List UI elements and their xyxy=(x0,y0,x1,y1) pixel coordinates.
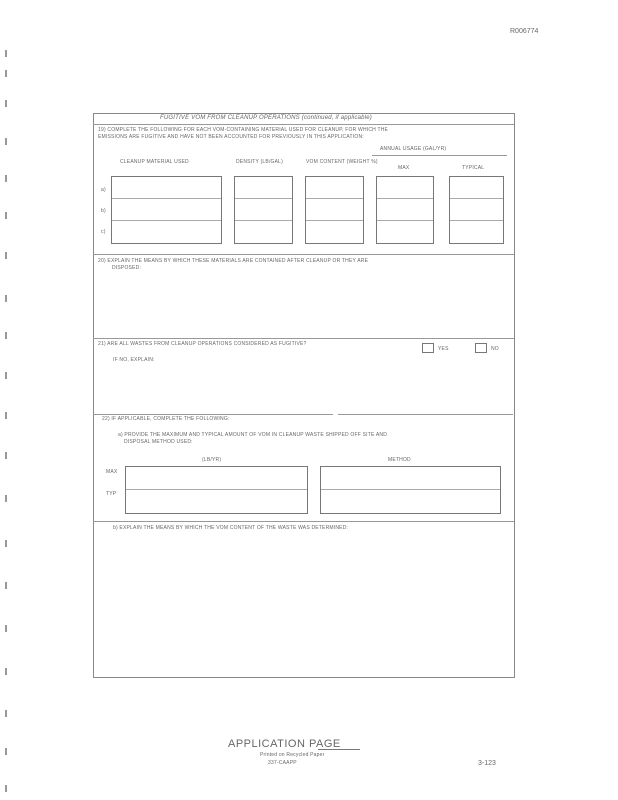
max-usage-entry-box[interactable] xyxy=(376,176,434,244)
q22a-text-line2: DISPOSAL METHOD USED: xyxy=(124,439,193,445)
row-label-a: a) xyxy=(101,187,106,193)
col-max: MAX xyxy=(398,165,410,171)
disposal-method-entry-box[interactable] xyxy=(320,466,501,514)
col-typical: TYPICAL xyxy=(462,165,485,171)
q20-text-line2: DISPOSED: xyxy=(112,265,142,271)
q22b-text: b) EXPLAIN THE MEANS BY WHICH THE VOM CONTENT OF THE WASTE WAS DETERMINED: xyxy=(113,525,349,531)
q21-no-label: NO xyxy=(491,346,499,352)
q21-yes-checkbox[interactable] xyxy=(422,343,434,353)
q19-text-line1: 19) COMPLETE THE FOLLOWING FOR EACH VOM-CONTAINING MATERIAL USED FOR CLEANUP, FOR WHICH THE xyxy=(98,127,389,133)
waste-weight-entry-box[interactable] xyxy=(125,466,308,514)
vom-content-entry-box[interactable] xyxy=(305,176,364,244)
q21-text: 21) ARE ALL WASTES FROM CLEANUP OPERATIONS CONSIDERED AS FUGITIVE? xyxy=(98,341,307,347)
q19-text-line2: EMISSIONS ARE FUGITIVE AND HAVE NOT BEEN ACCOUNTED FOR PREVIOUSLY IN THIS APPLICATION: xyxy=(98,134,364,140)
footer-form-number: 337-CAAPP xyxy=(268,760,297,766)
row-label-c: c) xyxy=(101,229,106,235)
q22a-text-line1: a) PROVIDE THE MAXIMUM AND TYPICAL AMOUNT OF VOM IN CLEANUP WASTE SHIPPED OFF SITE AND xyxy=(118,432,388,438)
row-typ-label: TYP xyxy=(106,491,117,497)
section-title: FUGITIVE VOM FROM CLEANUP OPERATIONS (continued, if applicable) xyxy=(160,115,372,121)
q21-if-no-label: IF NO, EXPLAIN: xyxy=(113,357,155,363)
col-annual-usage: ANNUAL USAGE (GAL/YR) xyxy=(380,146,447,152)
col-density: DENSITY (LB/GAL) xyxy=(236,159,284,165)
footer-title: APPLICATION PAGE xyxy=(228,738,341,750)
q21-answer-area[interactable] xyxy=(95,366,510,411)
material-entry-box[interactable] xyxy=(111,176,222,244)
col-vom-content: VOM CONTENT (WEIGHT %) xyxy=(306,159,378,165)
q22b-answer-area[interactable] xyxy=(95,535,510,673)
col-weight-label: (LB/YR) xyxy=(202,457,222,463)
row-label-b: b) xyxy=(101,208,106,214)
document-id: R006774 xyxy=(510,28,539,35)
col-method-label: METHOD xyxy=(388,457,411,463)
footer-subtitle: Printed on Recycled Paper xyxy=(260,752,325,758)
typical-usage-entry-box[interactable] xyxy=(449,176,504,244)
footer-page-number: 3-123 xyxy=(478,760,496,767)
q21-no-checkbox[interactable] xyxy=(475,343,487,353)
q20-text-line1: 20) EXPLAIN THE MEANS BY WHICH THESE MATERIALS ARE CONTAINED AFTER CLEANUP OR THEY ARE xyxy=(98,258,369,264)
q21-yes-label: YES xyxy=(438,346,449,352)
q20-answer-area[interactable] xyxy=(95,275,510,335)
density-entry-box[interactable] xyxy=(234,176,293,244)
col-cleanup-material: CLEANUP MATERIAL USED xyxy=(120,159,189,165)
row-max-label: MAX xyxy=(106,469,118,475)
q22-heading: 22) IF APPLICABLE, COMPLETE THE FOLLOWING: xyxy=(102,416,230,422)
